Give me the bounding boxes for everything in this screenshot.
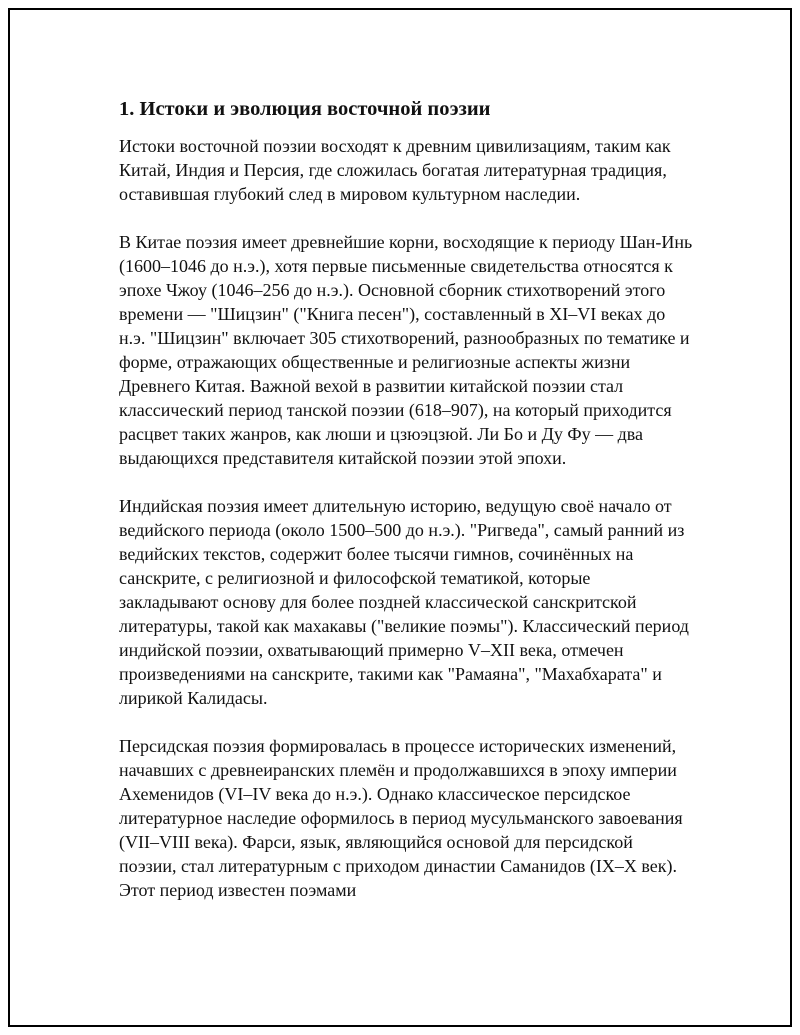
paragraph-intro: Истоки восточной поэзии восходят к древним цивилизациям, таким как Китай, Индия и Персия, где сложилась богатая литературная традиция, оставившая глубокий след в мировом культурном наследии. [119,136,671,204]
paragraph-india: Индийская поэзия имеет длительную историю, ведущую своё начало от ведийского периода (около 1500–500 до н.э.). "Ригведа", самый ранний из ведийских текстов, содержит более тысячи гимнов, сочинённых на санскрите, с религиозной и философской тематикой, которые закладывают основу для более поздней классической санскритской литературы, такой как махакавы ("великие поэмы"). Классический период индийской поэзии, охватывающий примерно V–XII века, отмечен произведениями на санскрите, такими как "Рамаяна", "Махабхарата" и лирикой Калидасы. [119,496,689,708]
paragraph-china: В Китае поэзия имеет древнейшие корни, восходящие к периоду Шан-Инь (1600–1046 до н.э.), хотя первые письменные свидетельства относятся к эпохе Чжоу (1046–256 до н.э.). Основной сборник стихотворений этого времени — "Шицзин" ("Книга песен"), составленный в XI–VI веках до н.э. "Шицзин" включает 305 стихотворений, разнообразных по тематике и форме, отражающих общественные и религиозные аспекты жизни Древнего Китая. Важной вехой в развитии китайской поэзии стал классический период танской поэзии (618–907), на который приходится расцвет таких жанров, как люши и цзюэцзюй. Ли Бо и Ду Фу — два выдающихся представителя китайской поэзии этой эпохи. [119,232,693,468]
section-heading: 1. Истоки и эволюция восточной поэзии [119,98,491,120]
document-page [8,8,792,1027]
paragraph-persia: Персидская поэзия формировалась в процессе исторических изменений, начавших с древнеиранских племён и продолжавшихся в эпоху империи Ахеменидов (VI–IV века до н.э.). Однако классическое персидское литературное наследие оформилось в период мусульманского завоевания (VII–VIII века). Фарси, язык, являющийся основой для персидской поэзии, стал литературным с приходом династии Саманидов (IX–X век). Этот период известен поэмами [119,736,683,900]
document-body [119,96,694,926]
